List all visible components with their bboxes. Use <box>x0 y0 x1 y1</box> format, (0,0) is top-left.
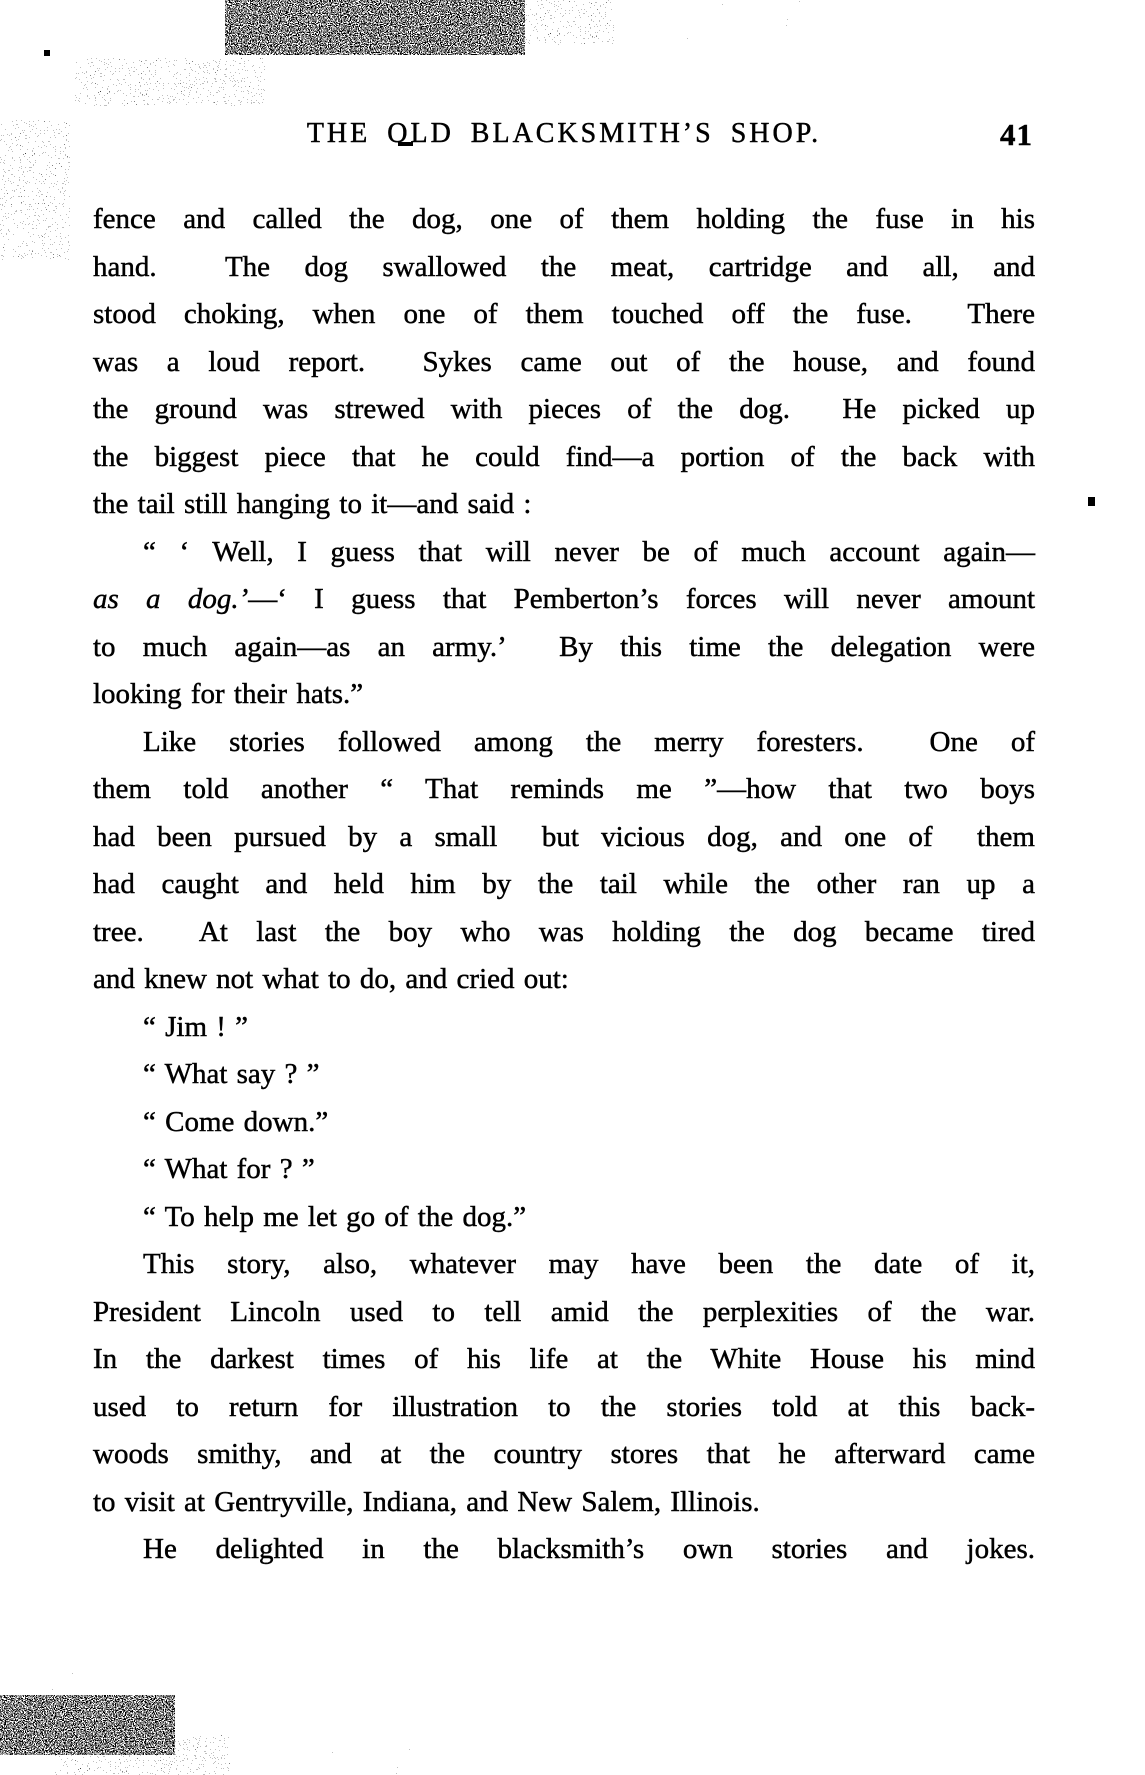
text-line <box>93 244 1035 292</box>
scan-noise-left-block <box>0 120 70 260</box>
text-line <box>93 1336 1035 1384</box>
text-line <box>93 671 1035 719</box>
text-line <box>93 1146 1035 1194</box>
text-segment: “ Come down.” <box>143 1105 329 1138</box>
text-line <box>93 1384 1035 1432</box>
text-segment: Like stories followed among the merry foresters. One of <box>143 725 1035 758</box>
text-line <box>93 339 1035 387</box>
text-segment: them told another “ That reminds me ”—how that two boys <box>93 773 1035 805</box>
text-line <box>93 1479 1035 1527</box>
scan-noise-bottom-spread <box>225 1748 410 1775</box>
scan-noise-bottom-sparse <box>400 1760 600 1775</box>
text-segment: the ground was strewed with pieces of the dog. He picked up <box>93 393 1035 425</box>
text-line <box>93 1099 1035 1147</box>
text-line <box>93 956 1035 1004</box>
scan-noise-top-step <box>525 0 615 45</box>
text-line <box>93 1241 1035 1289</box>
ink-speck-margin <box>1088 497 1095 506</box>
text-segment: hand. The dog swallowed the meat, cartridge and all, and <box>93 250 1035 283</box>
text-segment: to visit at Gentryville, Indiana, and New Salem, Illinois. <box>93 1485 760 1518</box>
scan-noise-left-fade2 <box>0 310 22 355</box>
scan-noise-top-right <box>815 0 1145 32</box>
scan-noise-bottom-step <box>55 1735 230 1775</box>
text-line <box>93 386 1035 434</box>
text-segment: used to return for illustration to the stories told at this back- <box>93 1390 1035 1423</box>
text-segment: He delighted in the blacksmith’s own stories and jokes. <box>143 1533 1035 1565</box>
text-segment: “ To help me let go of the dog.” <box>143 1200 527 1233</box>
text-line <box>93 529 1035 577</box>
text-segment: the tail still hanging to it—and said : <box>93 488 532 520</box>
text-line <box>93 1289 1035 1337</box>
text-line <box>93 766 1035 814</box>
text-line <box>93 719 1035 767</box>
text-line <box>93 814 1035 862</box>
text-line <box>93 1431 1035 1479</box>
text-segment: President Lincoln used to tell amid the perplexities of the war. <box>93 1295 1035 1328</box>
scan-noise-top-dense <box>225 0 525 55</box>
text-line <box>93 1194 1035 1242</box>
text-line <box>93 291 1035 339</box>
text-segment: tree. At last the boy who was holding the dog became tired <box>93 915 1035 948</box>
text-line <box>93 861 1035 909</box>
text-segment: stood choking, when one of them touched off the fuse. There <box>93 298 1035 330</box>
scan-noise-bottom-fade1 <box>0 1585 28 1640</box>
text-segment: was a loud report. Sykes came out of the house, and found <box>93 345 1035 378</box>
ink-speck-dot-top <box>44 50 50 56</box>
page-number: 41 <box>1000 117 1033 152</box>
text-segment: —‘ I guess that Pemberton’s forces will never amount <box>248 583 1035 615</box>
text-segment: “ Jim ! ” <box>143 1010 249 1043</box>
text-line <box>93 1004 1035 1052</box>
text-segment: looking for their hats.” <box>93 678 364 710</box>
text-line <box>93 1526 1035 1574</box>
text-segment: had caught and held him by the tail while the other ran up a <box>93 868 1035 900</box>
scan-noise-top-mid <box>615 0 815 40</box>
italic-text-segment: as a dog.’ <box>93 583 249 615</box>
text-line <box>93 624 1035 672</box>
text-segment: This story, also, whatever may have been the date of it, <box>143 1248 1035 1280</box>
text-segment: “ What for ? ” <box>143 1153 315 1185</box>
text-segment: to much again—as an army.’ By this time the delegation were <box>93 630 1035 663</box>
page-text <box>93 196 1035 1574</box>
text-line <box>93 576 1035 624</box>
scan-noise-bottom-fade2 <box>0 1635 75 1700</box>
text-line <box>93 196 1035 244</box>
text-segment: “ ‘ Well, I guess that will never be of much account again— <box>143 535 1035 568</box>
text-segment: In the darkest times of his life at the White House his mind <box>93 1343 1035 1375</box>
scan-noise-left-band <box>75 58 265 106</box>
running-head <box>93 118 1035 164</box>
page-title: THE OLD BLACKSMITH’S SHOP. <box>306 118 822 149</box>
text-segment: fence and called the dog, one of them holding the fuse in his <box>93 203 1035 235</box>
text-line <box>93 1051 1035 1099</box>
text-segment: woods smithy, and at the country stores that he afterward came <box>93 1438 1035 1470</box>
text-line <box>93 909 1035 957</box>
text-segment: and knew not what to do, and cried out: <box>93 963 569 995</box>
text-line <box>93 481 1035 529</box>
text-line <box>93 434 1035 482</box>
scan-noise-left-fade1 <box>0 255 40 315</box>
text-segment: “ What say ? ” <box>143 1058 320 1090</box>
text-segment: the biggest piece that he could find—a portion of the back with <box>93 440 1035 473</box>
text-segment: had been pursued by a small but vicious dog, and one of them <box>93 820 1035 853</box>
